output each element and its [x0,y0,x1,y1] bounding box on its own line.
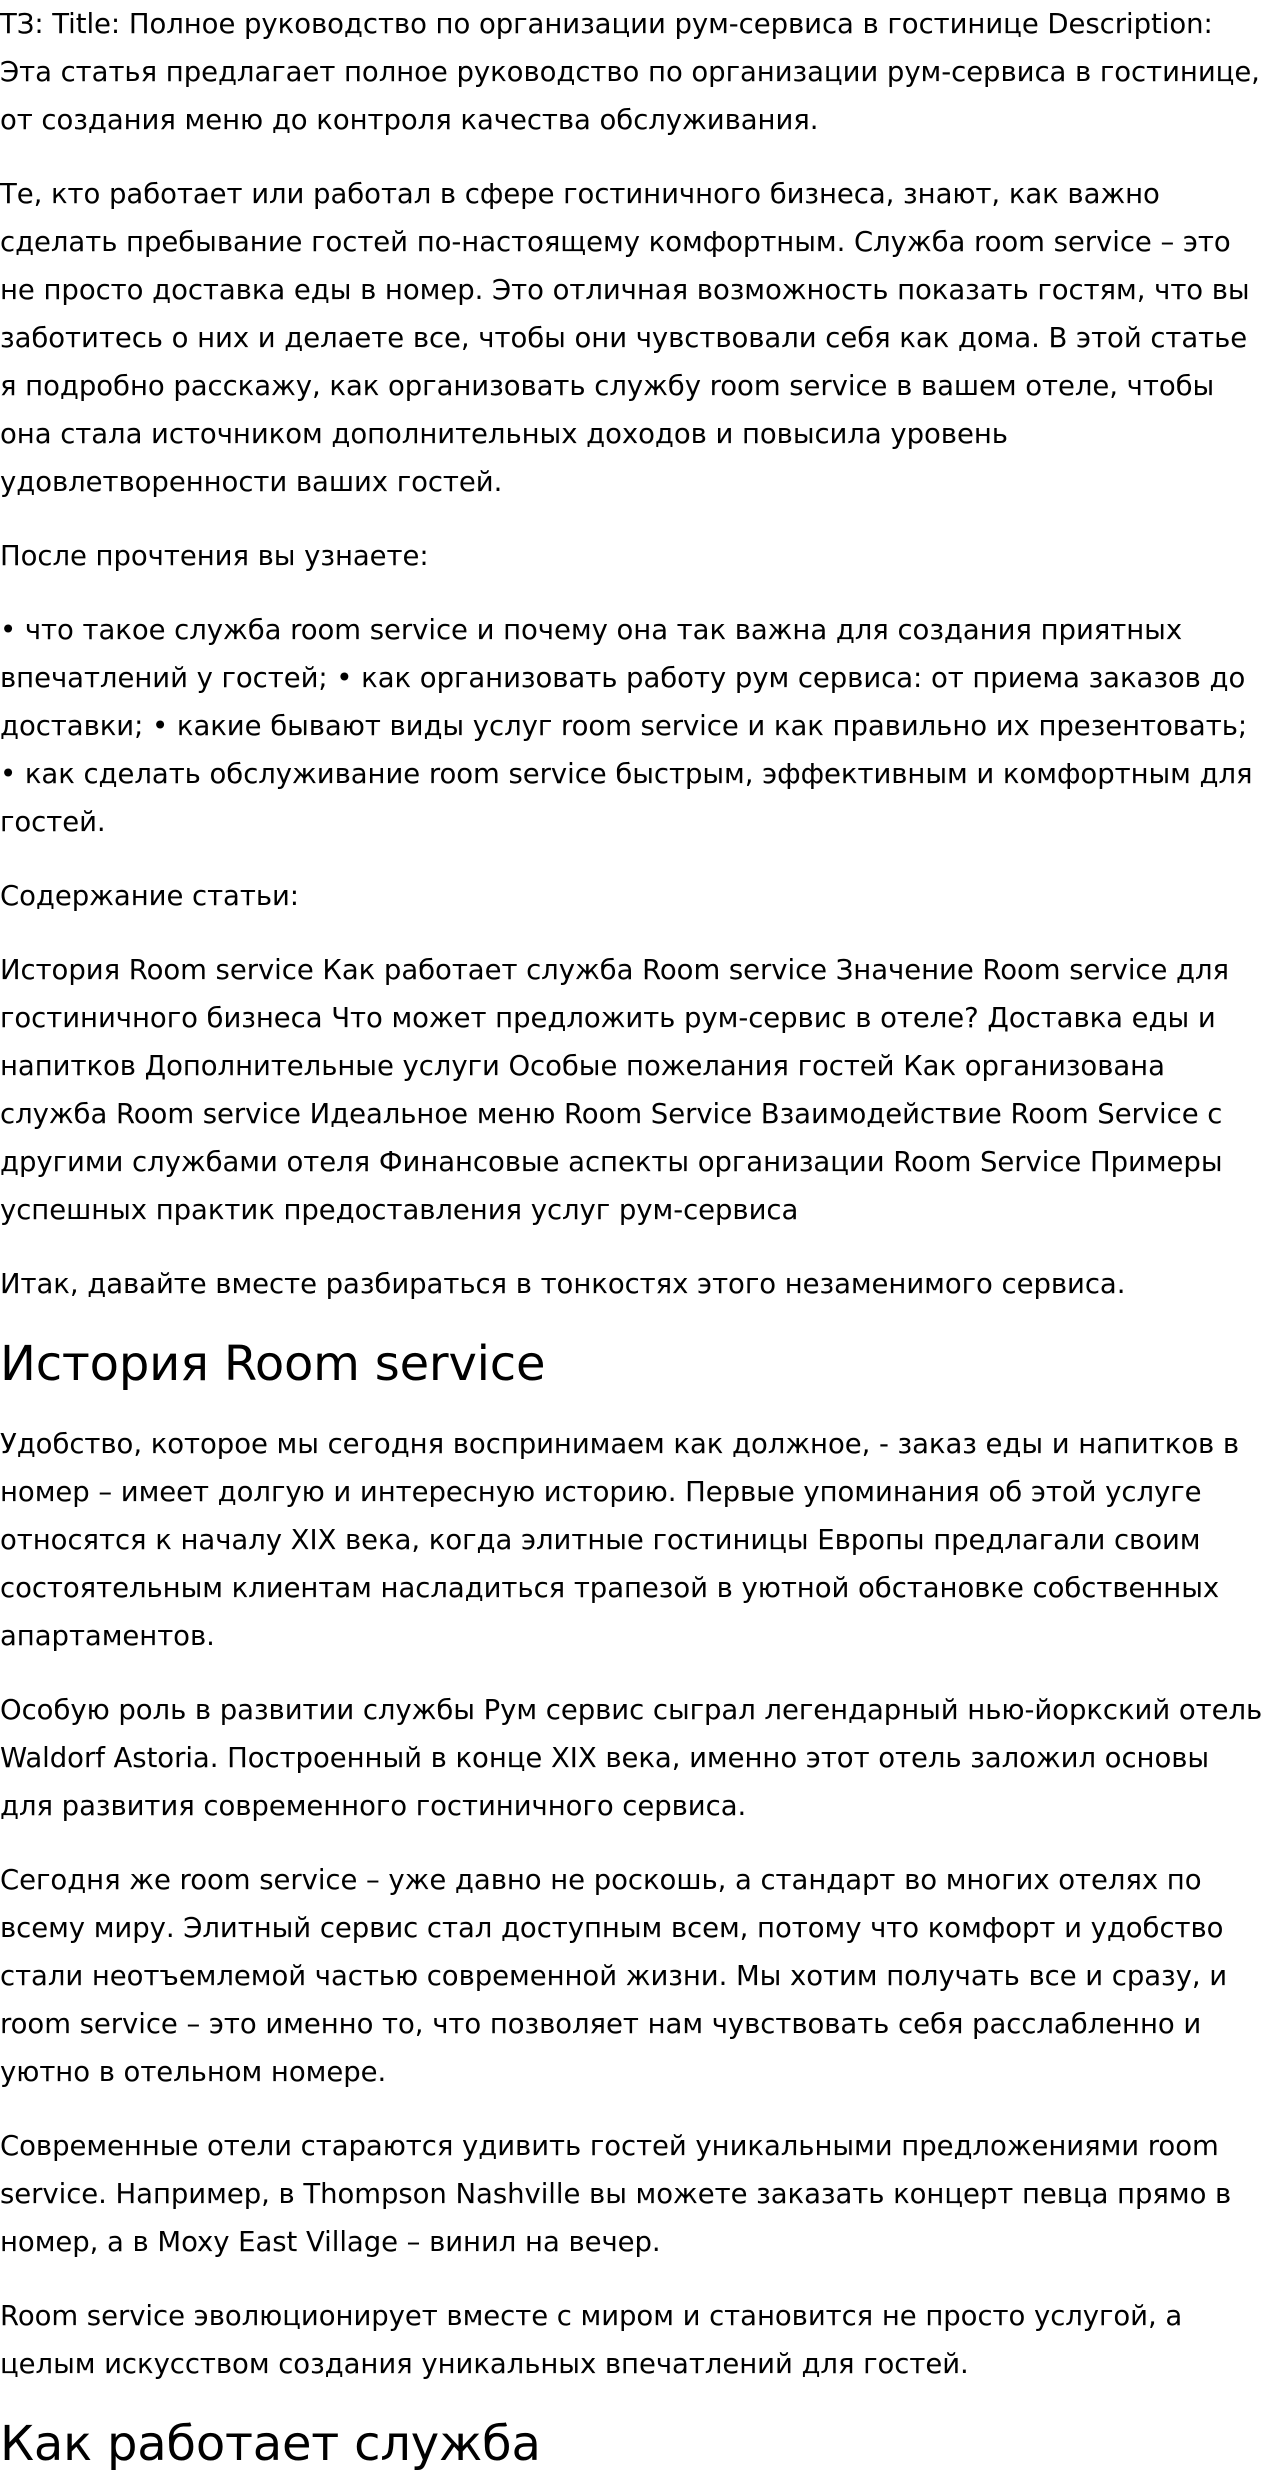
intro-paragraph: Те, кто работает или работал в сфере гостиничного бизнеса, знают, как важно сделать пребывание гостей по-настоящему комфортным. Служба room service – это не просто доставка еды в номер. Это отличная возможность показать гостям, что вы заботитесь о них и делаете все, чтобы они чувствовали себя как дома. В этой статье я подробно расскажу, как организовать службу room service в вашем отеле, чтобы она стала источником дополнительных доходов и повысила уровень удовлетворенности ваших гостей. [0,178,1250,498]
section-heading-how-it-works: Как работает служба [0,2416,541,2472]
learn-list: • что такое служба room service и почему она так важна для создания приятных впечатлений у гостей; • как организовать работу рум сервиса: от приема заказов до доставки; • какие бывают виды услуг room service и как правильно их презентовать; • как сделать обслуживание room service быстрым, эффективным и комфортным для гостей. [0,614,1253,838]
history-paragraph: Особую роль в развитии службы Рум сервис сыграл легендарный нью-йоркский отель Waldorf Astoria. Построенный в конце XIX века, именно этот отель заложил основы для развития современного гостиничного сервиса. [0,1694,1263,1822]
article-brief: ТЗ: Title: Полное руководство по организации рум-сервиса в гостинице Description: Эта статья предлагает полное руководство по организации рум-сервиса в гостинице, от создания меню до контроля качества обслуживания. [0,8,1260,136]
history-paragraph: Сегодня же room service – уже давно не роскошь, а стандарт во многих отелях по всему миру. Элитный сервис стал доступным всем, потому что комфорт и удобство стали неотъемлемой частью современной жизни. Мы хотим получать все и сразу, и room service – это именно то, что позволяет нам чувствовать себя расслабленно и уютно в отельном номере. [0,1864,1228,2088]
learn-lead: После прочтения вы узнаете: [0,540,429,572]
section-heading-history: История Room service [0,1336,546,1392]
contents-heading: Содержание статьи: [0,880,300,912]
history-paragraph: Room service эволюционирует вместе с миром и становится не просто услугой, а целым искусством создания уникальных впечатлений для гостей. [0,2300,1183,2380]
history-paragraph: Современные отели стараются удивить гостей уникальными предложениями room service. Например, в Thompson Nashville вы можете заказать концерт певца прямо в номер, а в Moxy East Village – винил на вечер. [0,2130,1232,2258]
history-paragraph: Удобство, которое мы сегодня воспринимаем как должное, - заказ еды и напитков в номер – имеет долгую и интересную историю. Первые упоминания об этой услуге относятся к началу XIX века, когда элитные гостиницы Европы предлагали своим состоятельным клиентам насладиться трапезой в уютной обстановке собственных апартаментов. [0,1428,1240,1652]
intro-closing: Итак, давайте вместе разбираться в тонкостях этого незаменимого сервиса. [0,1268,1126,1300]
contents-list: История Room service Как работает служба Room service Значение Room service для гостиничного бизнеса Что может предложить рум-сервис в отеле? Доставка еды и напитков Дополнительные услуги Особые пожелания гостей Как организована служба Room service Идеальное меню Room Service Взаимодействие Room Service с другими службами отеля Финансовые аспекты организации Room Service Примеры успешных практик предоставления услуг рум-сервиса [0,954,1230,1226]
